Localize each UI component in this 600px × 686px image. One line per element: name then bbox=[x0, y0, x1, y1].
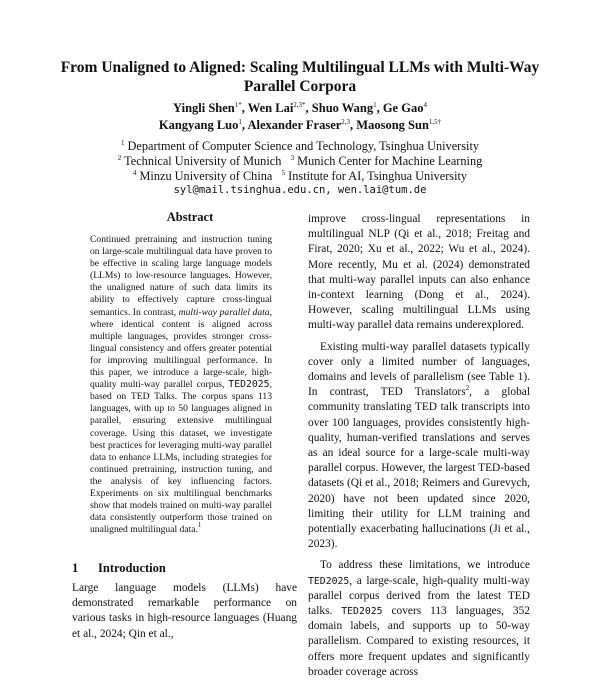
dataset-name: TED2025 bbox=[228, 379, 270, 391]
paragraph-part: covers 113 languages, 352 domain labels, and supports up to 50-way parallelism. Compared to existing resources, it offers more frequent updates and significantly broader coverage across bbox=[308, 605, 530, 678]
abstract-part: , based on TED Talks. The corpus spans 113 languages, with up to 50 languages aligned in parallel, ensuring extensive multilingual coverage. Using this dataset, we investigate best practices for leveraging multi-way parallel data to enhance LLMs, including strategies for continued pretraining, instruction tuning, and the analysis of key influencing factors. Experiments on six multilingual benchmarks show that models trained on multi-way parallel data consistently outperform those trained on unaligned multilingual data. bbox=[90, 379, 272, 536]
affiliation-line-3 bbox=[60, 169, 540, 184]
author-sup: 1,5† bbox=[428, 118, 442, 126]
intro-paragraph-right-3 bbox=[308, 558, 530, 680]
abstract-heading: Abstract bbox=[166, 210, 214, 224]
affiliations bbox=[60, 139, 540, 184]
author-sep: , bbox=[241, 118, 248, 132]
affiliation-text: Munich Center for Machine Learning bbox=[294, 154, 483, 168]
author-sup: 1 bbox=[373, 101, 377, 109]
author-sep: , bbox=[350, 118, 357, 132]
abstract-text bbox=[90, 234, 272, 536]
footnote-marker[interactable]: 2 bbox=[465, 384, 470, 393]
author-name: Yingli Shen bbox=[173, 101, 235, 115]
contact-emails[interactable]: syl@mail.tsinghua.edu.cn, wen.lai@tum.de bbox=[173, 184, 427, 196]
affiliation-sup: 3 bbox=[290, 154, 295, 162]
paragraph-part: , a large-scale, high-quality multi-way parallel corpus derived from the latest TED talks. bbox=[308, 574, 530, 618]
author-name: Wen Lai bbox=[247, 101, 294, 115]
author-sep: , bbox=[376, 101, 383, 115]
intro-paragraph-right-2 bbox=[308, 340, 530, 553]
author-name: Ge Gao bbox=[382, 101, 424, 115]
paper-title: From Unaligned to Aligned: Scaling Multilingual LLMs with Multi-Way Parallel Corpora bbox=[60, 59, 540, 95]
section-title: Introduction bbox=[98, 561, 166, 575]
intro-paragraph-left: Large language models (LLMs) have demonstrated remarkable performance on various tasks in high-resource languages (Huang et al., 2024; Qin et al., bbox=[72, 582, 297, 640]
abstract-emphasis: multi-way parallel data bbox=[178, 306, 270, 318]
abstract-part: Continued pretraining and instruction tuning on large-scale multilingual data have proven to be effective in scaling large language models (LLMs) to low-resource languages. However, the unaligned nature of such data limits its ability to effectively capture cross-lingual semantics. In contrast, bbox=[90, 234, 272, 318]
affiliation-text: Department of Computer Science and Technology, Tsinghua University bbox=[124, 139, 480, 153]
section-heading-introduction bbox=[72, 561, 166, 576]
affiliation-line-1 bbox=[60, 139, 540, 154]
author-sup: 1 bbox=[238, 118, 242, 126]
affiliation-sup: 5 bbox=[281, 169, 286, 177]
intro-paragraph-right-1: improve cross-lingual representations in multilingual NLP (Qi et al., 2018; Freitag and Firat, 2020; Xu et al., 2022; Wu et al., 2024). More recently, Mu et al. (2024) demonstrated that multi-way parallel inputs can also enhance in-context learning (Dong et al., 2024). However, scaling multilingual LLMs using multi-way parallel data remains underexplored. bbox=[308, 213, 530, 332]
affiliation-text: Minzu University of China bbox=[136, 169, 273, 183]
author-name: Kangyang Luo bbox=[158, 118, 239, 132]
affiliation-sup: 2 bbox=[117, 154, 122, 162]
author-name: Maosong Sun bbox=[356, 118, 429, 132]
author-list bbox=[60, 100, 540, 134]
author-line-1 bbox=[60, 100, 540, 117]
affiliation-sup: 4 bbox=[132, 169, 137, 177]
abstract-part: , where identical content is aligned across multiple languages, provides stronger cross-lingual consistency and offers greater potential for improving multilingual performance. In this paper, we introduce a large-scale, high-quality multi-way parallel corpus, bbox=[90, 306, 272, 391]
author-name: Shuo Wang bbox=[311, 101, 374, 115]
author-sup: 4 bbox=[423, 101, 427, 109]
author-sep: , bbox=[305, 101, 312, 115]
right-column bbox=[308, 212, 530, 686]
paragraph-part: , a global community translating TED talk transcripts into over 100 languages, provides consistently high-quality, human-verified translations and serves as an ideal source for a large-scale multi-way parallel corpus. However, the largest TED-based datasets (Qi et al., 2018; Reimers and Gurevych, 2020) have not been updated since 2020, limiting their utility for LLM training and potentially exacerbating hallucinations (Ji et al., 2023). bbox=[308, 386, 530, 551]
affiliation-sup: 1 bbox=[120, 139, 125, 147]
author-line-2 bbox=[60, 117, 540, 134]
affiliation-line-2 bbox=[60, 154, 540, 169]
author-sup: 1* bbox=[234, 101, 242, 109]
author-sep: , bbox=[241, 101, 248, 115]
author-name: Alexander Fraser bbox=[247, 118, 342, 132]
affiliation-text: Institute for AI, Tsinghua University bbox=[285, 169, 468, 183]
footnote-marker[interactable]: 1 bbox=[197, 521, 202, 530]
paragraph-part: Existing multi-way parallel datasets typically cover only a limited number of languages, domains and levels of parallelism (see Table 1). In contrast, TED Translators bbox=[308, 340, 530, 399]
author-sup: 2,3* bbox=[293, 101, 306, 109]
author-sup: 2,3 bbox=[341, 118, 351, 126]
dataset-name: TED2025 bbox=[308, 575, 350, 587]
paragraph-part: To address these limitations, we introduce bbox=[320, 559, 530, 572]
dataset-name: TED2025 bbox=[341, 606, 383, 618]
section-number: 1 bbox=[72, 561, 79, 575]
affiliation-text: Technical University of Munich bbox=[121, 154, 282, 168]
